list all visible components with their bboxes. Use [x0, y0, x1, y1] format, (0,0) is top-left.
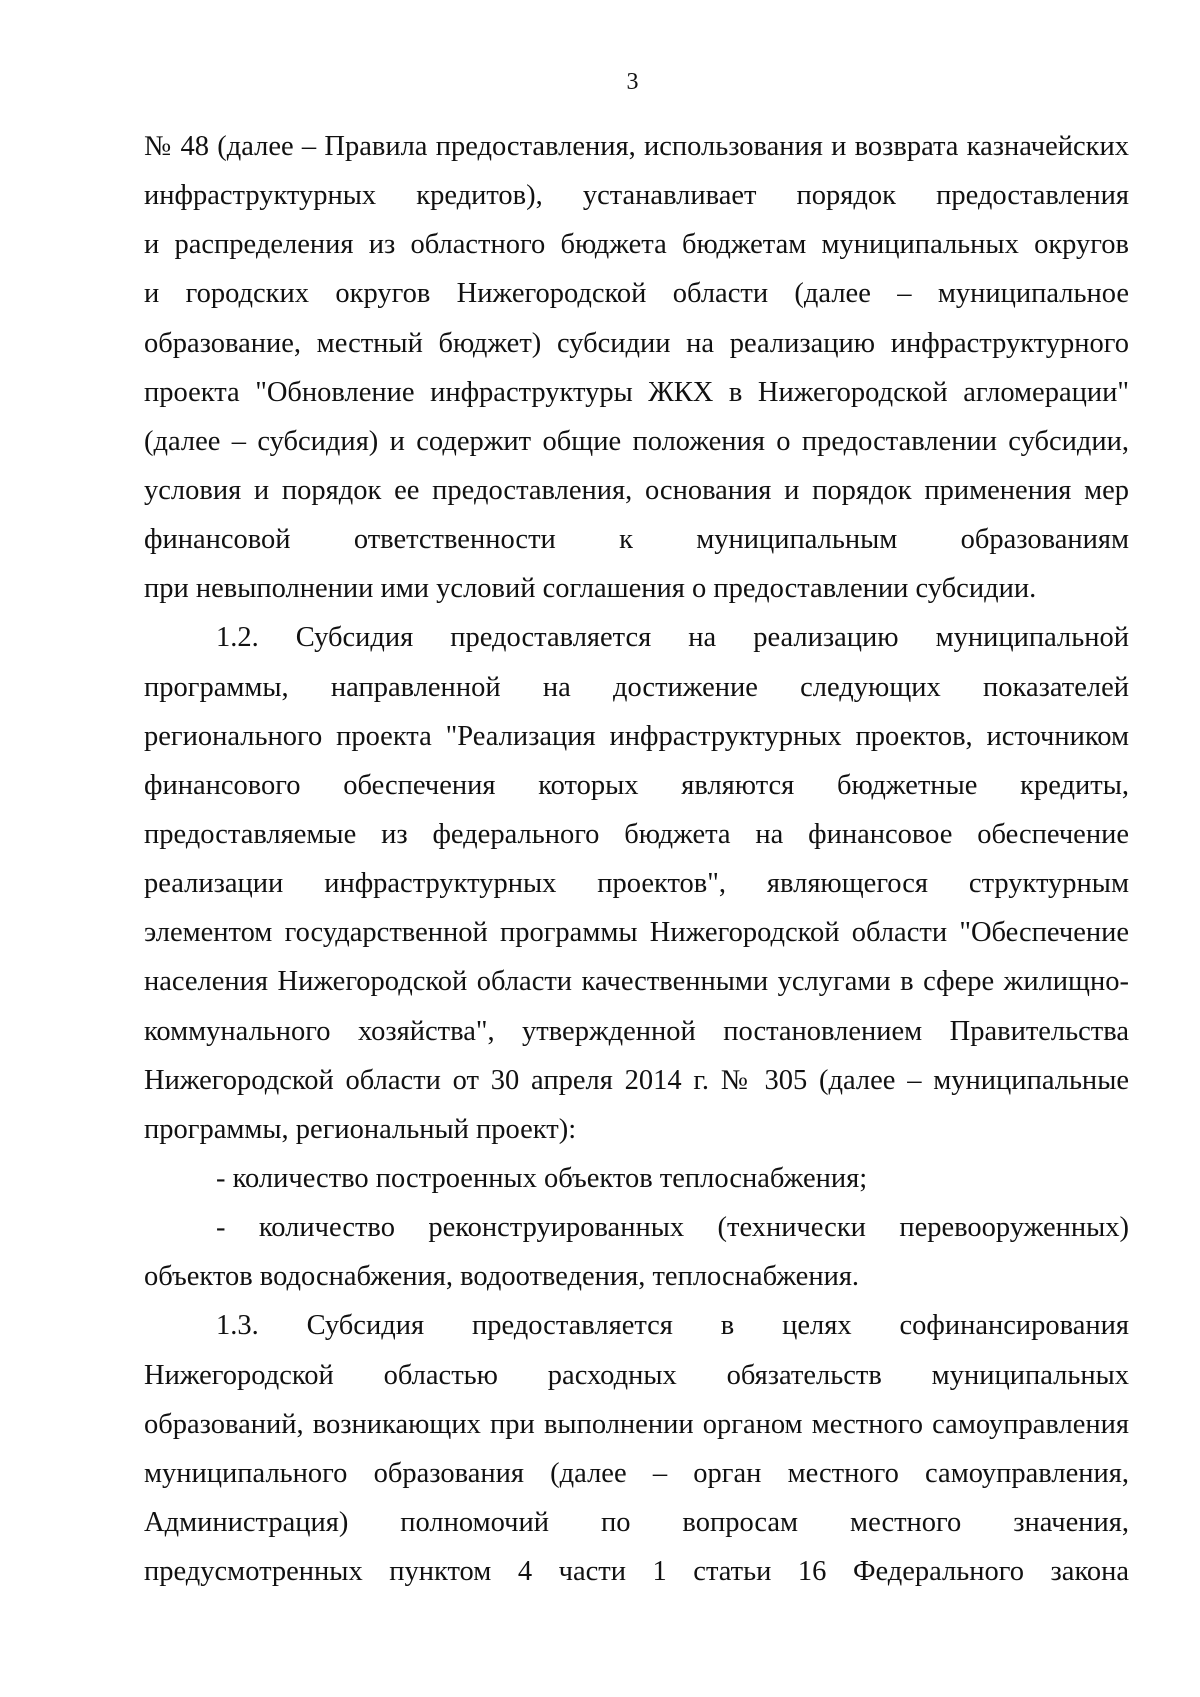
paragraph-line: Администрация) полномочий по вопросам местного значения, [144, 1506, 1129, 1538]
list-item-continuation: объектов водоснабжения, водоотведения, теплоснабжения. [144, 1261, 860, 1293]
paragraph-line: и распределения из областного бюджета бюджетам муниципальных округов [144, 229, 1129, 261]
paragraph-line: предусмотренных пунктом 4 части 1 статьи 16 Федерального закона [144, 1556, 1129, 1588]
list-item: - количество построенных объектов теплоснабжения; [216, 1162, 868, 1194]
paragraph-line: условия и порядок ее предоставления, основания и порядок применения мер [144, 474, 1129, 506]
paragraph-line: программы, региональный проект): [144, 1113, 577, 1145]
paragraph-line: муниципального образования (далее – орган местного самоуправления, [144, 1457, 1129, 1489]
paragraph-line: 1.3. Субсидия предоставляется в целях софинансирования [216, 1310, 1129, 1342]
paragraph-line: (далее – субсидия) и содержит общие положения о предоставлении субсидии, [144, 425, 1129, 457]
paragraph-line: инфраструктурных кредитов), устанавливает порядок предоставления [144, 180, 1129, 212]
paragraph-line: коммунального хозяйства", утвержденной постановлением Правительства [144, 1015, 1129, 1047]
paragraph-line: проекта "Обновление инфраструктуры ЖКХ в Нижегородской агломерации" [144, 376, 1129, 408]
paragraph-line: предоставляемые из федерального бюджета на финансовое обеспечение [144, 818, 1129, 850]
paragraph-line: 1.2. Субсидия предоставляется на реализацию муниципальной [216, 622, 1129, 654]
paragraph-line: финансовой ответственности к муниципальным образованиям [144, 524, 1129, 556]
paragraph-line: образование, местный бюджет) субсидии на реализацию инфраструктурного [144, 327, 1129, 359]
document-body [144, 122, 1129, 1596]
paragraph-line: образований, возникающих при выполнении органом местного самоуправления [144, 1408, 1129, 1440]
list-item: - количество реконструированных (технически перевооруженных) [216, 1212, 1129, 1244]
paragraph-line: элементом государственной программы Нижегородской области "Обеспечение [144, 917, 1129, 949]
paragraph-line: населения Нижегородской области качественными услугами в сфере жилищно- [144, 966, 1129, 998]
paragraph-line: регионального проекта "Реализация инфраструктурных проектов, источником [144, 720, 1129, 752]
paragraph-line: при невыполнении ими условий соглашения о предоставлении субсидии. [144, 573, 1037, 605]
page-number: 3 [626, 69, 639, 95]
paragraph-line: и городских округов Нижегородской области (далее – муниципальное [144, 278, 1129, 310]
paragraph-line: финансового обеспечения которых являются бюджетные кредиты, [144, 769, 1129, 801]
paragraph-line: № 48 (далее – Правила предоставления, использования и возврата казначейских [144, 131, 1129, 162]
paragraph-line: программы, направленной на достижение следующих показателей [144, 671, 1129, 703]
paragraph-line: Нижегородской области от 30 апреля 2014 г. № 305 (далее – муниципальные [144, 1064, 1129, 1096]
paragraph-line: Нижегородской областью расходных обязательств муниципальных [144, 1359, 1129, 1391]
paragraph-line: реализации инфраструктурных проектов", являющегося структурным [144, 868, 1129, 900]
